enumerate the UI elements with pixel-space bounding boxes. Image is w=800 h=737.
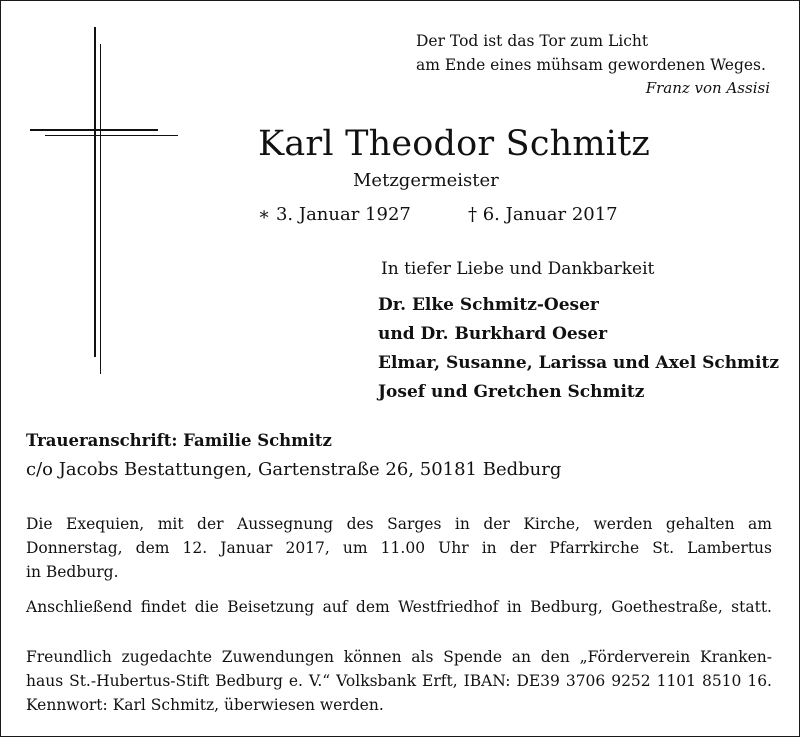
- exequies-paragraph: [26, 512, 772, 584]
- birth-date: [258, 204, 411, 225]
- mourners-list: [378, 291, 779, 407]
- cross-horizontal-shadow: [45, 135, 178, 136]
- death-cross-icon: †: [468, 204, 477, 225]
- mourner-name: Josef und Gretchen Schmitz: [378, 382, 645, 402]
- birth-star-icon: ∗: [258, 204, 271, 225]
- quote-line-2: am Ende eines mühsam gewordenen Weges.: [416, 56, 766, 74]
- cross-horizontal-bar: [30, 129, 158, 131]
- death-date: [468, 204, 618, 225]
- paragraph-line: Anschließend findet die Beisetzung auf dem Westfriedhof in Bedburg, Goethestraße, statt.: [26, 598, 772, 616]
- paragraph-line: haus St.-Hubertus-Stift Bedburg e. V.“ Volksbank Erft, IBAN: DE39 3706 9252 1101 8510 16.: [26, 672, 772, 690]
- paragraph-line: Die Exequien, mit der Aussegnung des Sarges in der Kirche, werden gehalten am: [26, 515, 772, 533]
- paragraph-line: in Bedburg.: [26, 563, 119, 581]
- paragraph-line: Freundlich zugedachte Zuwendungen können als Spende an den „Förderverein Kranken-: [26, 648, 772, 666]
- deceased-name: Karl Theodor Schmitz: [258, 124, 651, 164]
- burial-paragraph: [26, 595, 772, 619]
- mourners-intro: In tiefer Liebe und Dankbarkeit: [381, 259, 655, 279]
- donations-paragraph: [26, 645, 772, 717]
- cross-vertical-shadow: [100, 44, 101, 374]
- mourner-name: Elmar, Susanne, Larissa und Axel Schmitz: [378, 353, 780, 373]
- address-heading: Traueranschrift: Familie Schmitz: [26, 431, 332, 450]
- death-date-text: 6. Januar 2017: [482, 204, 618, 225]
- paragraph-line: Donnerstag, dem 12. Januar 2017, um 11.00 Uhr in der Pfarrkirche St. Lambertus: [26, 539, 772, 557]
- mourner-name: und Dr. Burkhard Oeser: [378, 324, 608, 344]
- quote-line-1: Der Tod ist das Tor zum Licht: [416, 32, 649, 50]
- address-line: c/o Jacobs Bestattungen, Gartenstraße 26, 50181 Bedburg: [26, 459, 562, 480]
- deceased-title: Metzgermeister: [353, 170, 499, 191]
- quote-author: Franz von Assisi: [645, 79, 770, 97]
- birth-date-text: 3. Januar 1927: [275, 204, 411, 225]
- mourner-name: Dr. Elke Schmitz-Oeser: [378, 295, 599, 315]
- paragraph-line: Kennwort: Karl Schmitz, überwiesen werden.: [26, 696, 384, 714]
- cross-vertical-bar: [94, 27, 96, 357]
